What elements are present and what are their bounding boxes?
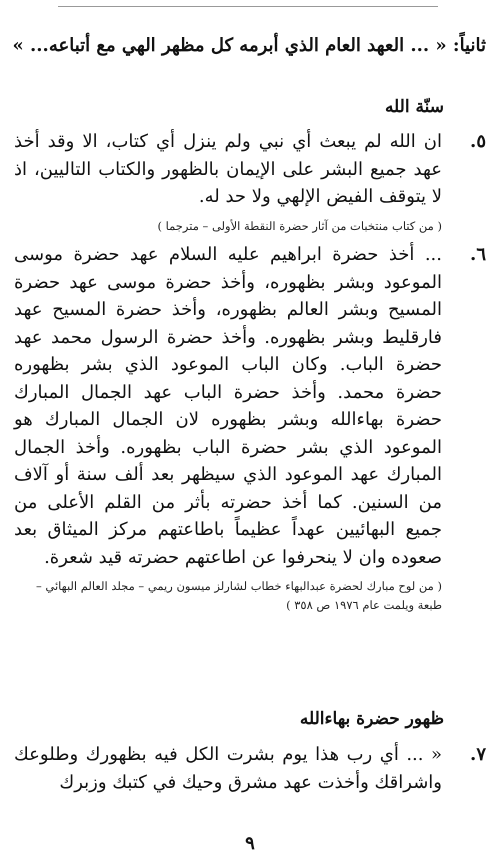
- page-number: ٩: [245, 833, 255, 854]
- numbered-passage-6: [14, 241, 486, 615]
- section-title: ثانياً: « ... العهد العام الذي أبرمه كل مظهر الهي مع أتباعه... »: [12, 35, 486, 56]
- passage-text: ... أخذ حضرة ابراهيم عليه السلام عهد حضرة موسى الموعود وبشر بظهوره، وأخذ حضرة موسى عهد حضرة المسيح وبشر العالم بظهوره، وأخذ حضرة المسيح عهد فارقليط وبشر بظهوره. وأخذ حضرة الرسول محمد عهد حضرة الباب. وكان الباب الموعود الذي بشر بظهوره حضرة محمد. وأخذ حضرة الباب عهد الجمال المبارك حضرة بهاءالله وبشر بظهوره لان الجمال المبارك هو الموعود الذي بشر حضرة الباب بظهوره. وأخذ الجمال المبارك عهد الموعود الذي سيظهر بعد ألف سنة أو آلاف من السنين. كما أخذ حضرته بأثر من القلم الأعلى من جميع البهائيين عهداً عظيماً باطاعتهم مركز الميثاق بعد صعوده وان لا ينحرفوا عن اطاعتهم حضرته قيد شعرة.: [14, 244, 442, 568]
- numbered-passage-5: [14, 128, 486, 236]
- passage-source: ( من كتاب منتخبات من آثار حضرة النقطة الأولى – مترجما ): [157, 218, 442, 233]
- heading-zuhur: ظهور حضرة بهاءالله: [299, 709, 444, 729]
- passage-number: ٦.: [470, 244, 486, 265]
- passage-number: ٥.: [470, 131, 486, 152]
- heading-sunna: سنّة الله: [384, 97, 444, 117]
- passage-text: ان الله لم يبعث أي نبي ولم ينزل أي كتاب، الا وقد أخذ عهد جميع البشر على الإيمان بالظهور والكتاب التاليين، اذ لا يتوقف الفيض الإلهي ولا حد له.: [14, 131, 442, 207]
- passage-source: ( من لوح مبارك لحضرة عبدالبهاء خطاب لشارلز ميسون ريمي – مجلد العالم البهائي – طبعة ويلمت عام ١٩٧٦ ص ٣٥٨ ): [35, 579, 442, 612]
- passage-number: ٧.: [470, 744, 486, 765]
- passage-text: « ... أي رب هذا يوم بشرت الكل فيه بظهورك وطلوعك واشراقك وأخذت عهد مشرق وحيك في كتبك وزبرك: [14, 744, 442, 793]
- top-rule: [58, 6, 438, 7]
- numbered-passage-7: [14, 741, 486, 797]
